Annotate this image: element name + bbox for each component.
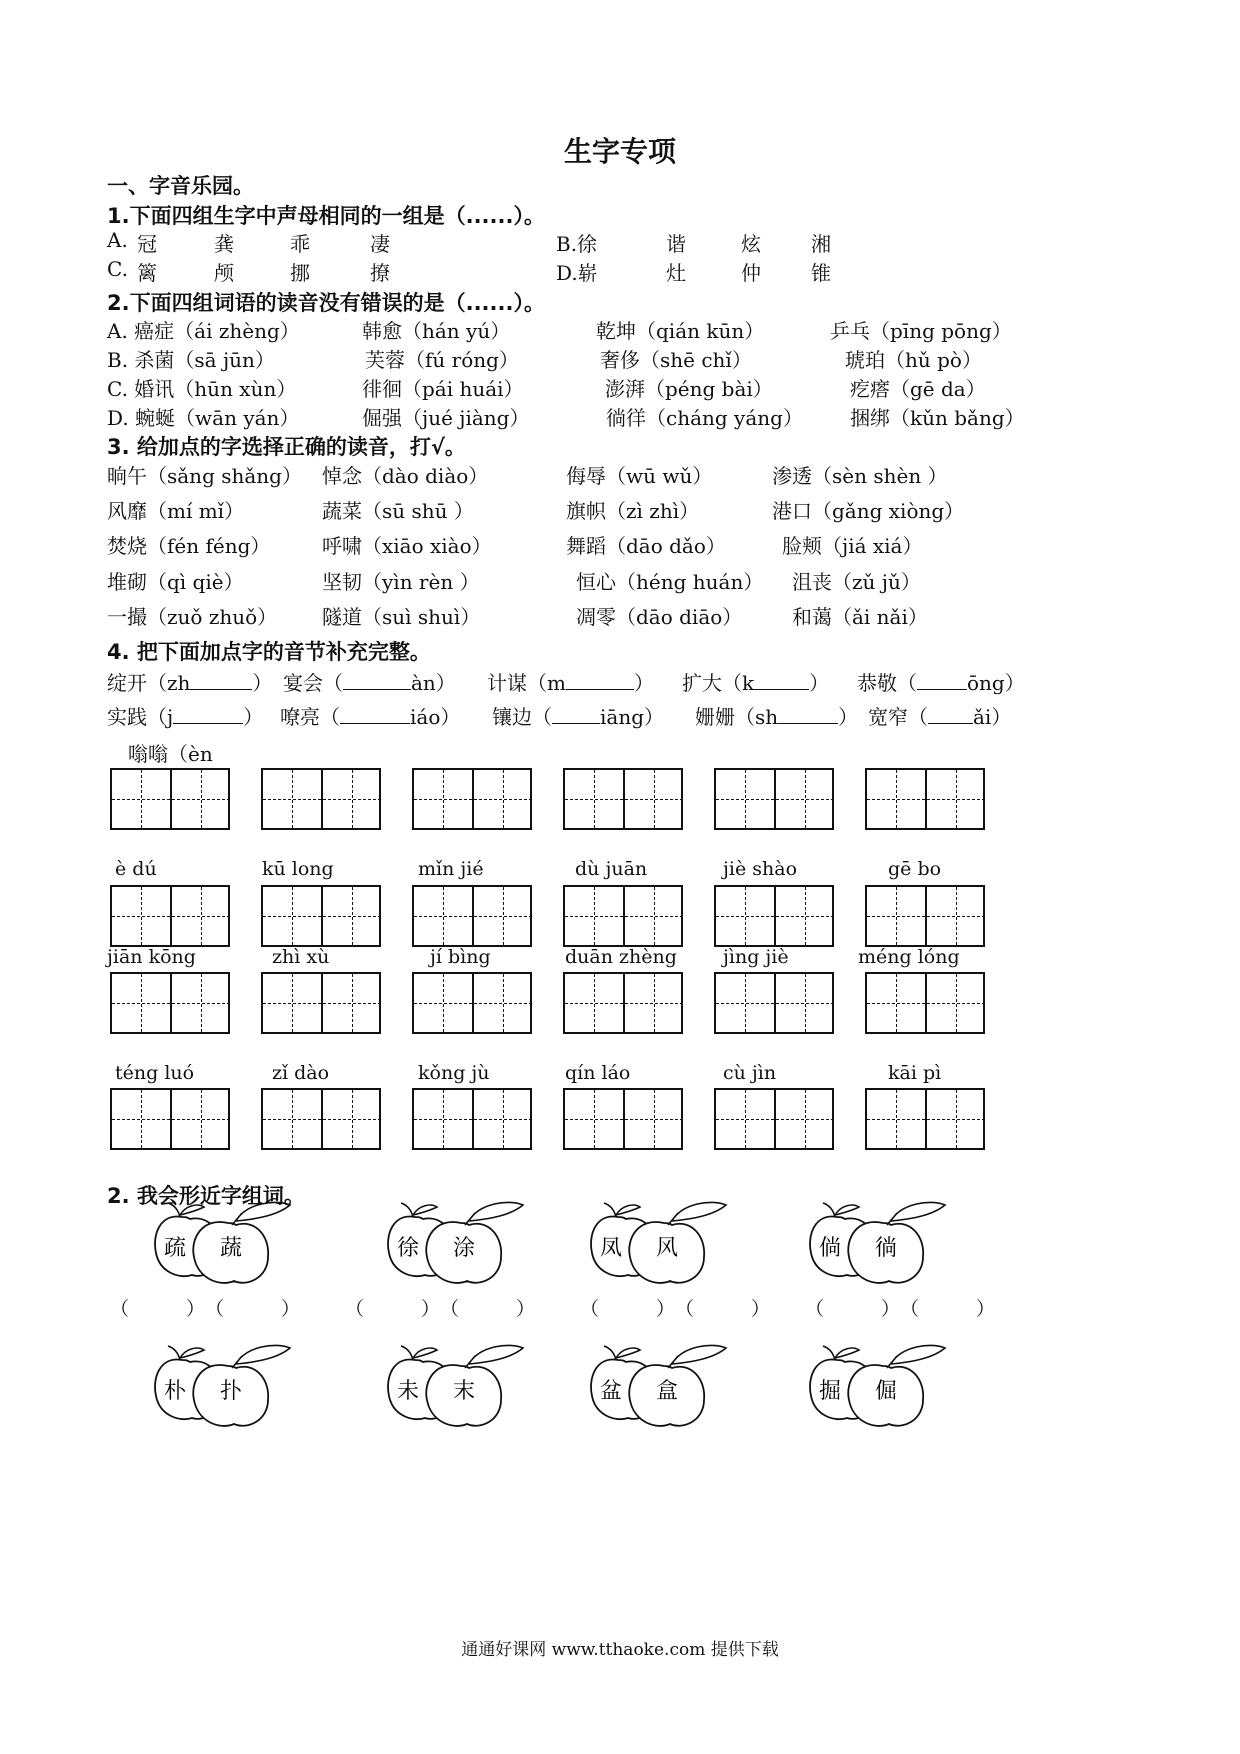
q2-item: D. 蜿蜒（wān yán） [107, 406, 300, 430]
post: ōng） [967, 671, 1025, 695]
writing-grid[interactable] [563, 885, 683, 947]
q1-option-d [556, 257, 831, 286]
word: 绽开 [107, 671, 147, 695]
pinyin-label: kāi pì [888, 1062, 942, 1084]
q2-item: 澎湃（péng bài） [605, 377, 773, 401]
apple-left-char: 朴 [164, 1379, 187, 1404]
q3-item: 晌午（sǎng shǎng） [107, 464, 302, 488]
q4-item [283, 667, 456, 696]
char: 灶 [666, 261, 686, 285]
word: 镶边 [492, 705, 532, 729]
answer-paren[interactable]: （ ） [805, 1298, 901, 1320]
pinyin-label: mǐn jié [418, 858, 484, 880]
word: 宴会 [283, 671, 323, 695]
writing-grid[interactable] [110, 768, 230, 830]
q4-item [682, 667, 829, 696]
apple-right-char: 扑 [220, 1379, 243, 1404]
apple-left-leaf [168, 1346, 204, 1360]
answer-blank[interactable] [173, 705, 243, 724]
writing-grid[interactable] [261, 768, 381, 830]
answer-blank[interactable] [917, 671, 967, 690]
q2-item: 琥珀（hǔ pò） [845, 348, 982, 372]
section-heading-2: 2. 我会形近字组词。 [107, 1184, 305, 1208]
post: ǎi） [973, 705, 1012, 729]
writing-grid[interactable] [714, 768, 834, 830]
pinyin-label: cù jìn [723, 1062, 777, 1084]
q2-item: A. 癌症（ái zhèng） [107, 319, 300, 343]
pre: （j [147, 705, 174, 729]
char: 乖 [290, 232, 310, 256]
apple-right-char: 倔 [875, 1379, 898, 1404]
char: 颅 [214, 261, 234, 285]
writing-grid[interactable] [865, 768, 985, 830]
q4-item [107, 667, 272, 696]
pinyin-label: duān zhèng [565, 946, 677, 968]
q4-item [857, 667, 1025, 696]
pinyin-label: qín láo [565, 1062, 631, 1084]
pre: （ [532, 705, 552, 729]
q4-item [492, 701, 664, 730]
q3-item: 脸颊（jiá xiá） [782, 534, 923, 558]
pinyin-label: kǒng jù [418, 1062, 490, 1084]
post: ） [243, 705, 264, 729]
word: 姗姗 [695, 705, 735, 729]
q2-item: 乾坤（qián kūn） [596, 319, 765, 343]
writing-grid[interactable] [714, 1088, 834, 1150]
apple-right-char: 末 [453, 1379, 476, 1404]
apple-left-char: 凤 [600, 1236, 623, 1261]
apple-left-leaf [168, 1203, 204, 1217]
apple-left-leaf [604, 1203, 640, 1217]
writing-grid[interactable] [865, 972, 985, 1034]
q3-item: 恒心（héng huán） [576, 570, 764, 594]
writing-grid[interactable] [110, 1088, 230, 1150]
q3-item: 侮辱（wū wǔ） [566, 464, 713, 488]
q1-option-a [107, 228, 390, 256]
apple-left-char: 倘 [819, 1236, 842, 1261]
q3-item: 凋零（dāo diāo） [576, 605, 743, 629]
q4-item [868, 701, 1011, 730]
pre: （ [908, 705, 928, 729]
post: iāng） [600, 705, 665, 729]
q4-item [695, 701, 858, 730]
q3-item: 旗帜（zì zhì） [566, 499, 700, 523]
apple-pair-icon [383, 1338, 543, 1433]
char: 谐 [666, 232, 686, 256]
q3-item: 悼念（dào diào） [322, 464, 489, 488]
word: 宽窄 [868, 705, 908, 729]
char: 龚 [214, 232, 234, 256]
q4-item [487, 667, 654, 696]
post: ） [633, 671, 654, 695]
writing-grid[interactable] [714, 972, 834, 1034]
pre: （zh [147, 671, 191, 695]
q2-item: 韩愈（hán yú） [362, 319, 511, 343]
apple-pair-icon [150, 1195, 310, 1290]
post: àn） [411, 671, 456, 695]
answer-paren[interactable]: （ ） [675, 1298, 771, 1320]
answer-paren[interactable]: （ ） [900, 1298, 996, 1320]
pinyin-label: zhì xù [272, 946, 330, 968]
apple-right-char: 蔬 [220, 1236, 243, 1261]
apple-left-char: 疏 [164, 1236, 187, 1261]
char: 冠 [137, 232, 157, 256]
q2-item: 捆绑（kǔn bǎng） [850, 406, 1025, 430]
writing-grid[interactable] [261, 1088, 381, 1150]
q3-item: 沮丧（zǔ jǔ） [792, 570, 921, 594]
word: 扩大 [682, 671, 722, 695]
question-4-stem: 4. 把下面加点字的音节补充完整。 [107, 640, 431, 664]
apple-right-leaf [232, 1345, 290, 1368]
word: 实践 [107, 705, 147, 729]
word: 计谋 [487, 671, 527, 695]
footer-credit: 通通好课网 www.tthaoke.com 提供下载 [461, 1640, 779, 1660]
answer-blank[interactable] [778, 705, 838, 724]
pinyin-label: jìng jiè [723, 946, 789, 968]
writing-grid[interactable] [865, 1088, 985, 1150]
writing-grid[interactable] [714, 885, 834, 947]
word: 嘹亮 [280, 705, 320, 729]
pre: （k [722, 671, 755, 695]
post: iáo） [410, 705, 461, 729]
apple-pair-icon [150, 1338, 310, 1433]
writing-grid[interactable] [412, 1088, 532, 1150]
apple-left-char: 未 [397, 1379, 420, 1404]
q3-item: 坚韧（yìn rèn ） [322, 570, 480, 594]
apple-left-char: 盆 [600, 1379, 623, 1404]
pre: （sh [735, 705, 779, 729]
answer-paren[interactable]: （ ） [580, 1298, 676, 1320]
apple-right-char: 涂 [453, 1236, 476, 1261]
writing-grid[interactable] [412, 885, 532, 947]
apple-right-leaf [232, 1202, 290, 1225]
pinyin-label: jí bìng [430, 946, 491, 968]
q3-item: 焚烧（fén féng） [107, 534, 271, 558]
writing-grid[interactable] [412, 768, 532, 830]
q2-item: 奢侈（shē chǐ） [600, 348, 752, 372]
apple-right-leaf [887, 1345, 945, 1368]
char: D.崭 [556, 261, 598, 285]
question-1-stem: 1.下面四组生字中声母相同的一组是（......）。 [107, 204, 545, 228]
char: 锥 [811, 261, 831, 285]
char: 撩 [370, 261, 390, 285]
answer-paren[interactable]: （ ） [110, 1298, 206, 1320]
writing-grid[interactable] [110, 885, 230, 947]
writing-grid[interactable] [563, 768, 683, 830]
q3-item: 堆砌（qì qiè） [107, 570, 244, 594]
answer-blank[interactable] [566, 671, 634, 690]
pre: （m [527, 671, 566, 695]
q3-item: 隧道（suì shuì） [322, 605, 481, 629]
apple-pair-icon [805, 1195, 965, 1290]
q2-item: 乒乓（pīng pōng） [830, 319, 1012, 343]
apple-right-char: 盒 [656, 1379, 679, 1404]
apple-right-leaf [887, 1202, 945, 1225]
q4-item: 嗡嗡（èn [128, 742, 213, 766]
q3-item: 舞蹈（dāo dǎo） [566, 534, 726, 558]
writing-grid[interactable] [110, 972, 230, 1034]
apple-right-char: 徜 [875, 1236, 898, 1261]
q3-item: 一撮（zuǒ zhuǒ） [107, 605, 278, 629]
answer-blank[interactable] [343, 671, 411, 690]
apple-left-leaf [604, 1346, 640, 1360]
q2-item: 芙蓉（fú róng） [365, 348, 519, 372]
page-title: 生字专项 [563, 135, 676, 168]
answer-paren[interactable]: （ ） [440, 1298, 536, 1320]
pinyin-label: è dú [115, 858, 157, 880]
apple-left-leaf [823, 1203, 859, 1217]
apple-right-char: 风 [656, 1236, 679, 1261]
writing-grid[interactable] [412, 972, 532, 1034]
apple-left-char: 掘 [819, 1379, 842, 1404]
answer-blank[interactable] [340, 705, 410, 724]
post: ） [252, 671, 273, 695]
q2-item: 倔强（jué jiàng） [362, 406, 530, 430]
apple-pair-icon [586, 1195, 746, 1290]
option-letter: C. [107, 257, 128, 281]
char: B.徐 [556, 232, 598, 256]
apple-left-leaf [823, 1346, 859, 1360]
q3-item: 风靡（mí mǐ） [107, 499, 245, 523]
q3-item: 渗透（sèn shèn ） [772, 464, 948, 488]
apple-right-leaf [465, 1202, 523, 1225]
writing-grid[interactable] [261, 972, 381, 1034]
pre: （ [897, 671, 917, 695]
writing-grid[interactable] [563, 1088, 683, 1150]
writing-grid[interactable] [865, 885, 985, 947]
q3-item: 和蔼（ǎi nǎi） [792, 605, 928, 629]
char: 湘 [811, 232, 831, 256]
answer-paren[interactable]: （ ） [205, 1298, 301, 1320]
q4-item [107, 701, 263, 730]
section-heading-1: 一、字音乐园。 [107, 174, 254, 198]
answer-blank[interactable] [754, 671, 809, 690]
char: 篱 [137, 261, 157, 285]
char: 炫 [741, 232, 761, 256]
apple-right-leaf [465, 1345, 523, 1368]
question-3-stem: 3. 给加点的字选择正确的读音，打√。 [107, 435, 466, 459]
apple-left-leaf [401, 1203, 437, 1217]
q2-item: B. 杀菌（sā jūn） [107, 348, 275, 372]
char: 仲 [741, 261, 761, 285]
pinyin-label: jiè shào [723, 858, 798, 880]
answer-blank[interactable] [928, 705, 973, 724]
q1-option-c [107, 257, 390, 285]
question-2-stem: 2.下面四组词语的读音没有错误的是（......）。 [107, 291, 545, 315]
pinyin-label: kū long [262, 858, 334, 880]
answer-paren[interactable]: （ ） [345, 1298, 441, 1320]
apple-left-leaf [401, 1346, 437, 1360]
writing-grid[interactable] [261, 885, 381, 947]
pinyin-label: gē bo [888, 858, 942, 880]
q2-item: 徜徉（cháng yáng） [606, 406, 803, 430]
option-letter: A. [107, 228, 128, 252]
pinyin-label: zǐ dào [272, 1062, 330, 1084]
writing-grid[interactable] [563, 972, 683, 1034]
q1-option-b [556, 228, 831, 257]
post: ） [809, 671, 830, 695]
answer-blank[interactable] [552, 705, 600, 724]
q3-item: 呼啸（xiāo xiào） [322, 534, 492, 558]
q3-item: 港口（gǎng xiòng） [772, 499, 965, 523]
apple-pair-icon [805, 1338, 965, 1433]
word: 恭敬 [857, 671, 897, 695]
char: 挪 [290, 261, 310, 285]
q2-item: 徘徊（pái huái） [362, 377, 524, 401]
pinyin-label: téng luó [115, 1062, 195, 1084]
q3-item: 蔬菜（sū shū ） [322, 499, 474, 523]
q4-item [280, 701, 460, 730]
apple-right-leaf [668, 1202, 726, 1225]
pre: （ [323, 671, 343, 695]
apple-pair-icon [383, 1195, 543, 1290]
pinyin-label: dù juān [575, 858, 648, 880]
answer-blank[interactable] [190, 671, 252, 690]
pre: （ [320, 705, 340, 729]
q2-item: 疙瘩（gē da） [850, 377, 986, 401]
pinyin-label: méng lóng [858, 946, 960, 968]
apple-right-leaf [668, 1345, 726, 1368]
post: ） [838, 705, 859, 729]
pinyin-label: jiān kōng [107, 946, 196, 968]
apple-left-char: 徐 [397, 1236, 420, 1261]
char: 凄 [370, 232, 390, 256]
q2-item: C. 婚讯（hūn xùn） [107, 377, 297, 401]
apple-pair-icon [586, 1338, 746, 1433]
